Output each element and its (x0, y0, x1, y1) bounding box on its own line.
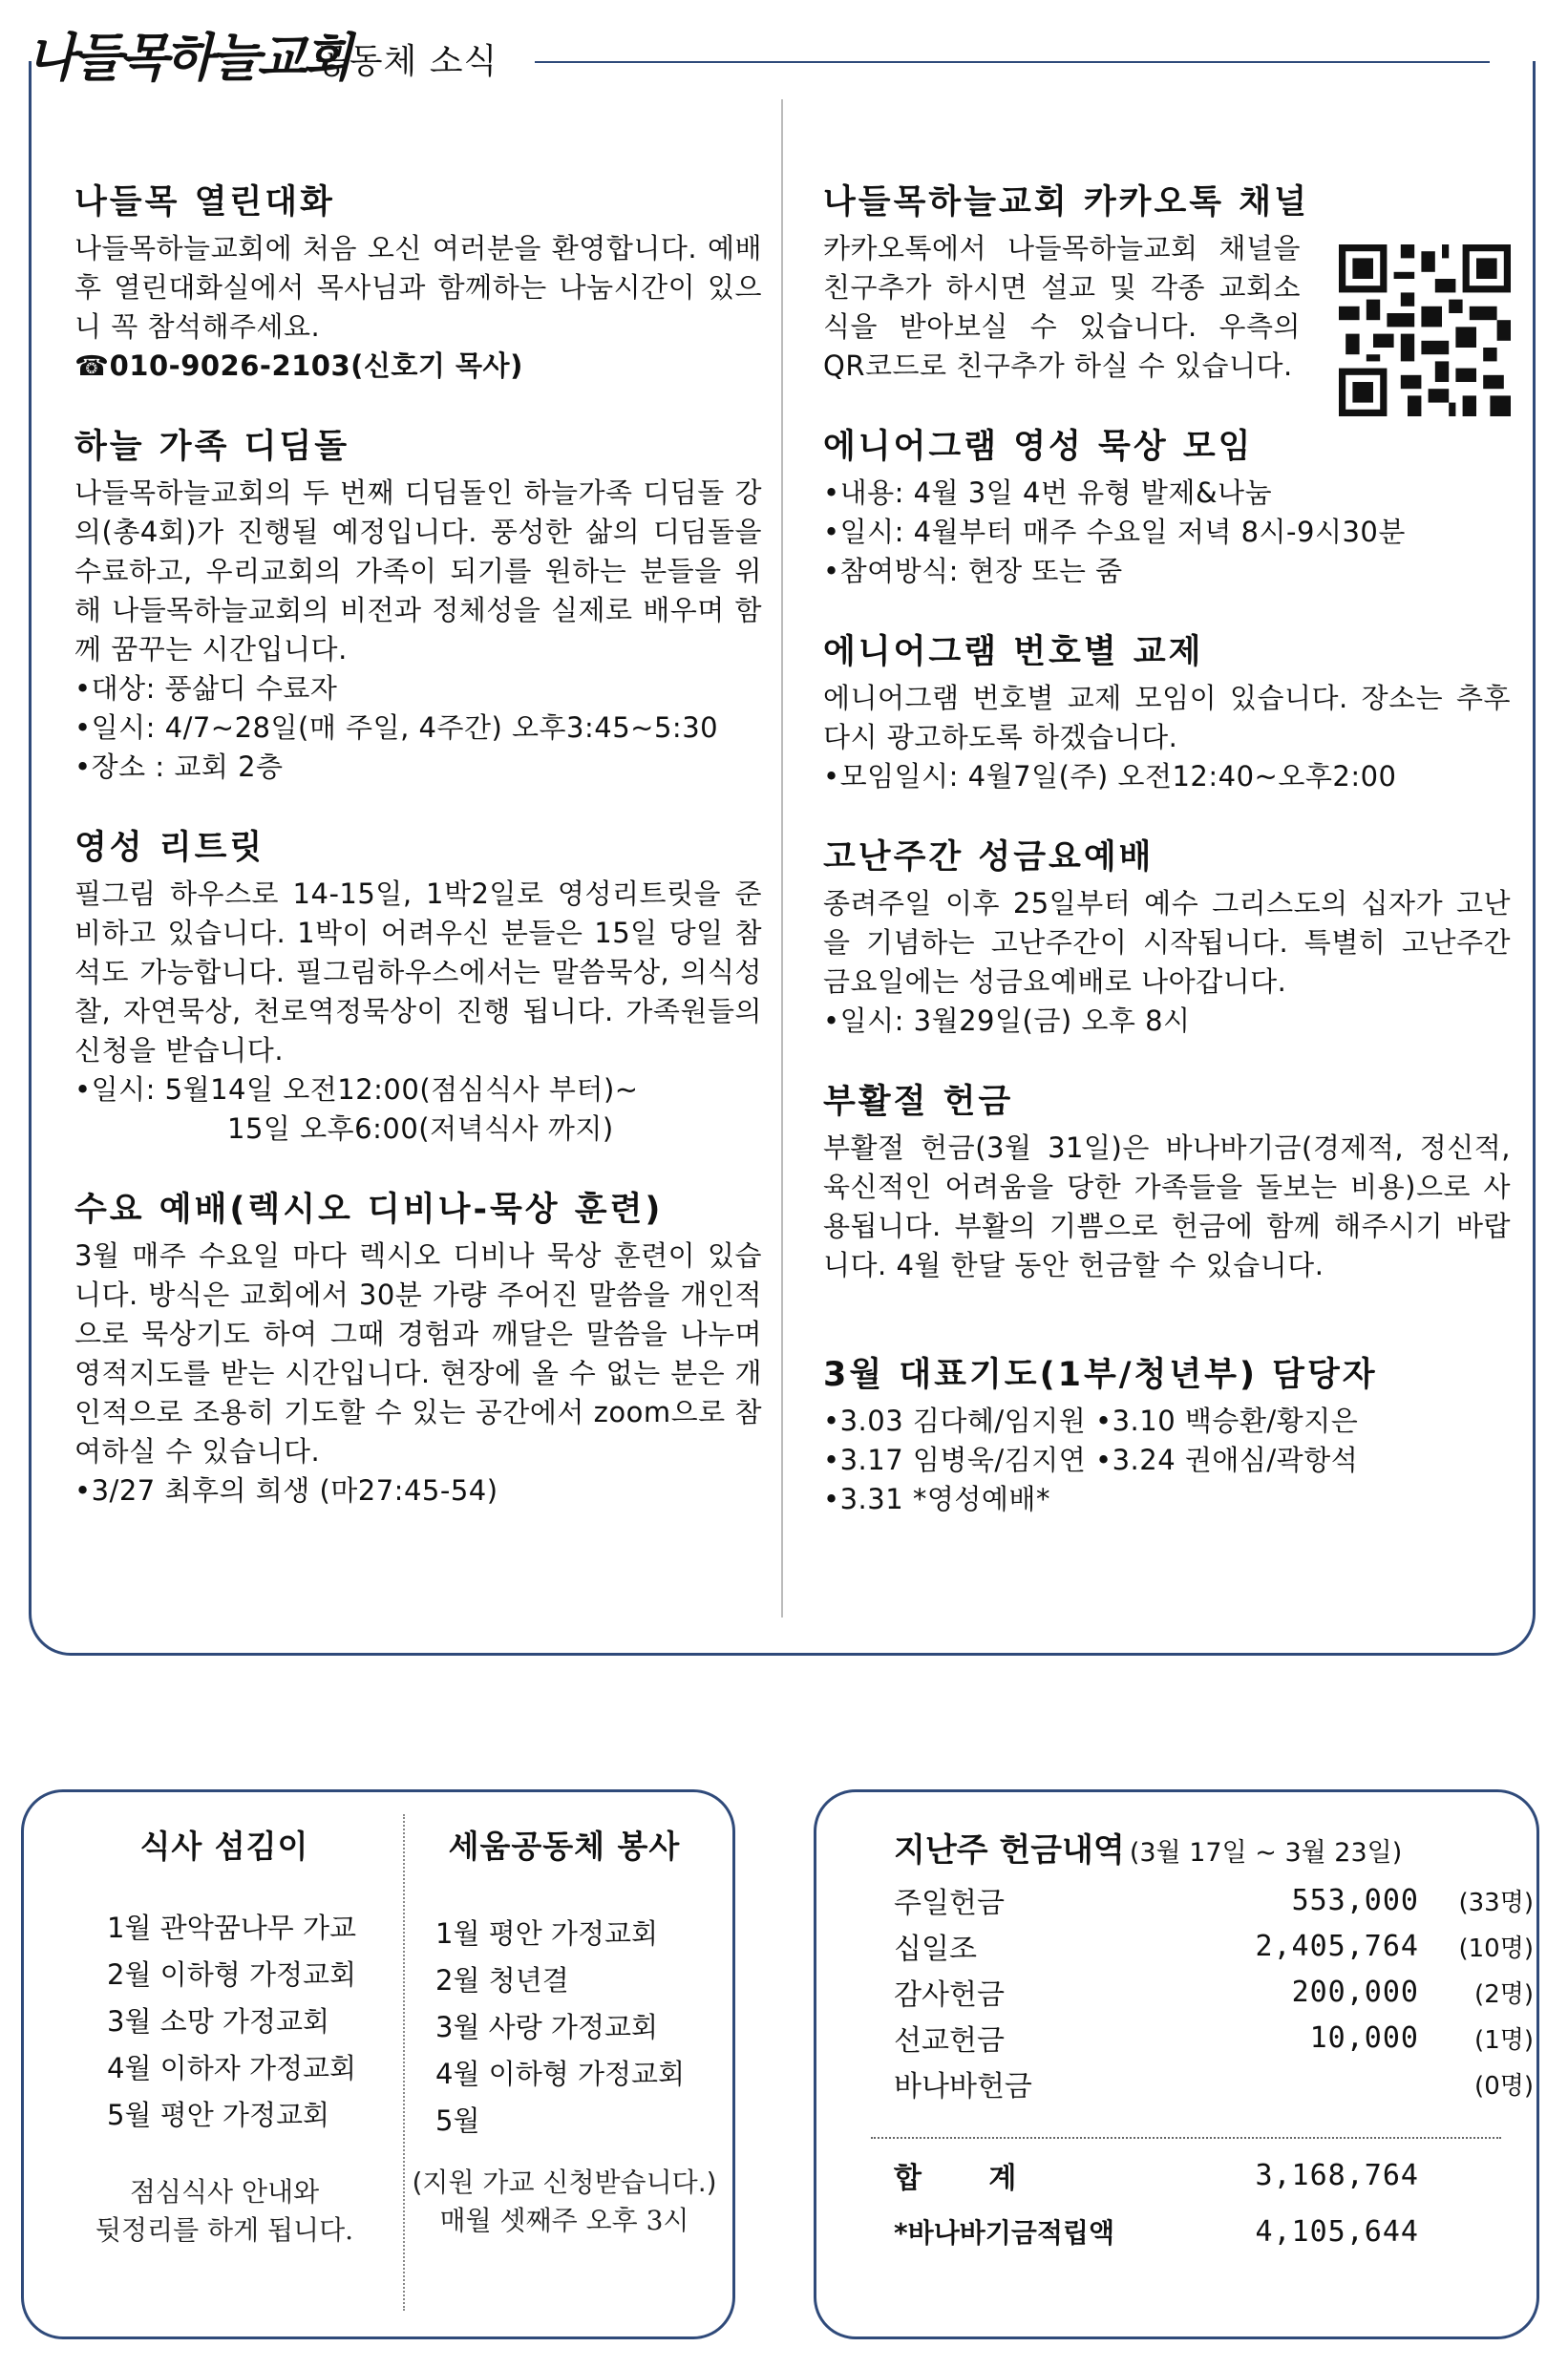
fund-label: *바나바기금적립액 (894, 2217, 1115, 2249)
list-item: 1월 관악꿈나무 가교 (107, 1912, 356, 1944)
section-title: 부활절 헌금 (823, 1083, 1014, 1121)
list-item: 4월 이하자 가정교회 (107, 2052, 356, 2084)
left-column (74, 180, 762, 1549)
table-row (894, 1969, 1534, 2015)
prayer-row: •3.03 김다혜/임지원 •3.10 백승환/황지은 (823, 1405, 1359, 1437)
offering-total-table (894, 2152, 1534, 2265)
list-item: 3월 소망 가정교회 (107, 2005, 329, 2038)
bullet-item: •참여방식: 현장 또는 줌 (823, 555, 1123, 587)
offering-table (894, 1877, 1534, 2106)
offering-label: 선교헌금 (894, 2024, 1005, 2058)
open-talk-section (74, 180, 762, 386)
list-item: 4월 이하형 가정교회 (435, 2058, 685, 2090)
list-item: 3월 사랑 가정교회 (435, 2011, 658, 2043)
total-row (894, 2152, 1534, 2198)
stepping-stone-section (74, 424, 762, 787)
bullet-item: •대상: 풍삶디 수료자 (74, 672, 338, 705)
offering-amount: 10,000 (1309, 2020, 1419, 2055)
bullet-item: •일시: 4월부터 매주 수요일 저녁 8시-9시30분 (823, 516, 1406, 548)
list-item: 1월 평안 가정교회 (435, 1917, 658, 1950)
prayer-leaders-section (823, 1352, 1511, 1519)
offering-amount: 2,405,764 (1255, 1929, 1419, 1963)
bullet-continuation: 15일 오후6:00(저녁식사 까지) (227, 1112, 614, 1145)
section-title: 영성 리트릿 (74, 829, 265, 867)
section-body: 3월 매주 수요일 마다 렉시오 디비나 묵상 훈련이 있습니다. 방식은 교회에서 30분 가량 주어진 말씀을 개인적으로 묵상기도 하여 그때 경험과 깨달은 말씀을 나누며 영적지도를 받는 시간입니다. 현장에 올 수 없는 분은 개인적으로 조용히 기도할 수 있는 공간에서 zoom으로 참여하실 수 있습니다. (74, 1239, 762, 1468)
section-body: 부활절 헌금(3월 31일)은 바나바기금(경제적, 정신적, 육신적인 어려움을 당한 가족들을 돌보는 비용)으로 사용됩니다. 부활의 기쁨으로 헌금에 함께 해주시기 바랍니다. 4월 한달 동안 헌금할 수 있습니다. (823, 1131, 1511, 1281)
offering-count: (33명) (1458, 1888, 1534, 1917)
offering-amount: 553,000 (1291, 1883, 1419, 1917)
section-title: 나들목 열린대화 (74, 183, 335, 222)
section-body: 나들목하늘교회의 두 번째 디딤돌인 하늘가족 디딤돌 강의(총4회)가 진행될 예정입니다. 풍성한 삶의 디딤돌을 수료하고, 우리교회의 가족이 되기를 원하는 분들을 위해 나들목하늘교회의 비전과 정체성을 실제로 배우며 함께 꿈꾸는 시간입니다. (74, 476, 762, 666)
contact-phone: ☎010-9026-2103(신호기 목사) (74, 349, 523, 382)
offering-count: (2명) (1474, 1979, 1534, 2009)
offering-count: (0명) (1474, 2071, 1534, 2101)
prayer-row: •3.17 임병욱/김지연 •3.24 권애심/곽항석 (823, 1444, 1359, 1476)
offering-period: (3월 17일 ~ 3월 23일) (1129, 1838, 1403, 1868)
total-separator (871, 2137, 1501, 2139)
bullet-item: •내용: 4월 3일 4번 유형 발제&나눔 (823, 476, 1273, 509)
table-row (894, 2061, 1534, 2106)
meal-title: 식사 섬김이 (139, 1828, 309, 1865)
bullet-item: •3/27 최후의 희생 (마27:45-54) (74, 1474, 498, 1507)
total-amount: 3,168,764 (1255, 2158, 1419, 2192)
section-body: 나들목하늘교회에 처음 오신 여러분을 환영합니다. 예배 후 열린대화실에서 목사님과 함께하는 나눔시간이 있으니 꼭 참석해주세요. (74, 232, 762, 343)
meal-note: 점심식사 안내와 (129, 2176, 320, 2208)
section-title: 수요 예배(렉시오 디비나-묵상 훈련) (74, 1191, 664, 1229)
offering-label: 십일조 (894, 1933, 977, 1966)
section-title: 에니어그램 영성 묵상 모임 (823, 428, 1254, 466)
enneagram-meditation-section (823, 424, 1511, 591)
meal-note: 뒷정리를 하게 됩니다. (95, 2214, 354, 2246)
section-title: 3월 대표기도(1부/청년부) 담당자 (823, 1356, 1378, 1394)
section-body: 종려주일 이후 25일부터 예수 그리스도의 십자가 고난을 기념하는 고난주간이 시작됩니다. 특별히 고난주간 금요일에는 성금요예배로 나아갑니다. (823, 887, 1511, 998)
list-item: 2월 이하형 가정교회 (107, 1958, 356, 1991)
meal-service-panel (48, 1822, 401, 2250)
fund-row (894, 2198, 1534, 2265)
section-title: 나들목하늘교회 카카오톡 채널 (823, 183, 1309, 222)
bullet-item: •일시: 4/7~28일(매 주일, 4주간) 오후3:45~5:30 (74, 711, 719, 744)
bullet-item: •모임일시: 4월7일(주) 오전12:40~오후2:00 (823, 760, 1397, 793)
bullet-item: •장소 : 교회 2층 (74, 751, 284, 783)
offering-title: 지난주 헌금내역 (894, 1831, 1125, 1870)
right-column (823, 180, 1511, 1557)
table-row (894, 2015, 1534, 2061)
section-title: 에니어그램 번호별 교제 (823, 633, 1204, 671)
list-item: 5월 (435, 2104, 480, 2137)
section-title: 고난주간 성금요예배 (823, 838, 1155, 877)
table-row (894, 1877, 1534, 1923)
column-divider (781, 99, 783, 1617)
prayer-row: •3.31 *영성예배* (823, 1483, 1050, 1515)
retreat-section (74, 825, 762, 1149)
service-note: 매월 셋째주 오후 3시 (439, 2205, 689, 2236)
easter-offering-section (823, 1079, 1511, 1285)
good-friday-section (823, 835, 1511, 1041)
bullet-item: •일시: 5월14일 오전12:00(점심식사 부터)~ (74, 1073, 639, 1106)
box-divider (403, 1814, 405, 2311)
offering-count: (1명) (1474, 2025, 1534, 2055)
total-label: 합 계 (894, 2162, 1017, 2195)
offering-amount: 200,000 (1291, 1975, 1419, 2009)
offering-amount (1180, 2061, 1419, 2106)
wednesday-worship-section (74, 1187, 762, 1511)
section-body: 필그림 하우스로 14-15일, 1박2일로 영성리트릿을 준비하고 있습니다. 1박이 어려우신 분들은 15일 당일 참석도 가능합니다. 필그림하우스에서는 말씀묵상, 의식성찰, 자연묵상, 천로역정묵상이 진행 됩니다. 가족원들의 신청을 받습니다. (74, 877, 762, 1067)
service-note: (지원 가교 신청받습니다.) (412, 2167, 717, 2198)
page-title: 공동체 소식 (315, 42, 498, 81)
offering-count: (10명) (1458, 1934, 1534, 1963)
offering-header (894, 1824, 1402, 1871)
fund-amount: 4,105,644 (1255, 2214, 1419, 2249)
list-item: 5월 평안 가정교회 (107, 2099, 329, 2131)
table-row (894, 1923, 1534, 1969)
bullet-item: •일시: 3월29일(금) 오후 8시 (823, 1004, 1191, 1037)
church-logo: 나들목하늘교회 (27, 27, 350, 88)
list-item: 2월 청년결 (435, 1964, 569, 1997)
community-service-panel (407, 1822, 722, 2240)
offering-label: 바나바헌금 (894, 2070, 1032, 2104)
offering-label: 주일헌금 (894, 1887, 1005, 1920)
kakao-section (823, 180, 1511, 386)
enneagram-fellowship-section (823, 629, 1511, 796)
section-body: 에니어그램 번호별 교제 모임이 있습니다. 장소는 추후 다시 광고하도록 하겠습니다. (823, 682, 1511, 753)
section-title: 하늘 가족 디딤돌 (74, 428, 350, 466)
offering-label: 감사헌금 (894, 1978, 1005, 2012)
section-body: 카카오톡에서 나들목하늘교회 채널을 친구추가 하시면 설교 및 각종 교회소식을 받아보실 수 있습니다. 우측의 QR코드로 친구추가 하실 수 있습니다. (823, 232, 1301, 382)
service-title: 세움공동체 봉사 (448, 1828, 681, 1865)
qr-code-icon[interactable] (1339, 244, 1511, 416)
